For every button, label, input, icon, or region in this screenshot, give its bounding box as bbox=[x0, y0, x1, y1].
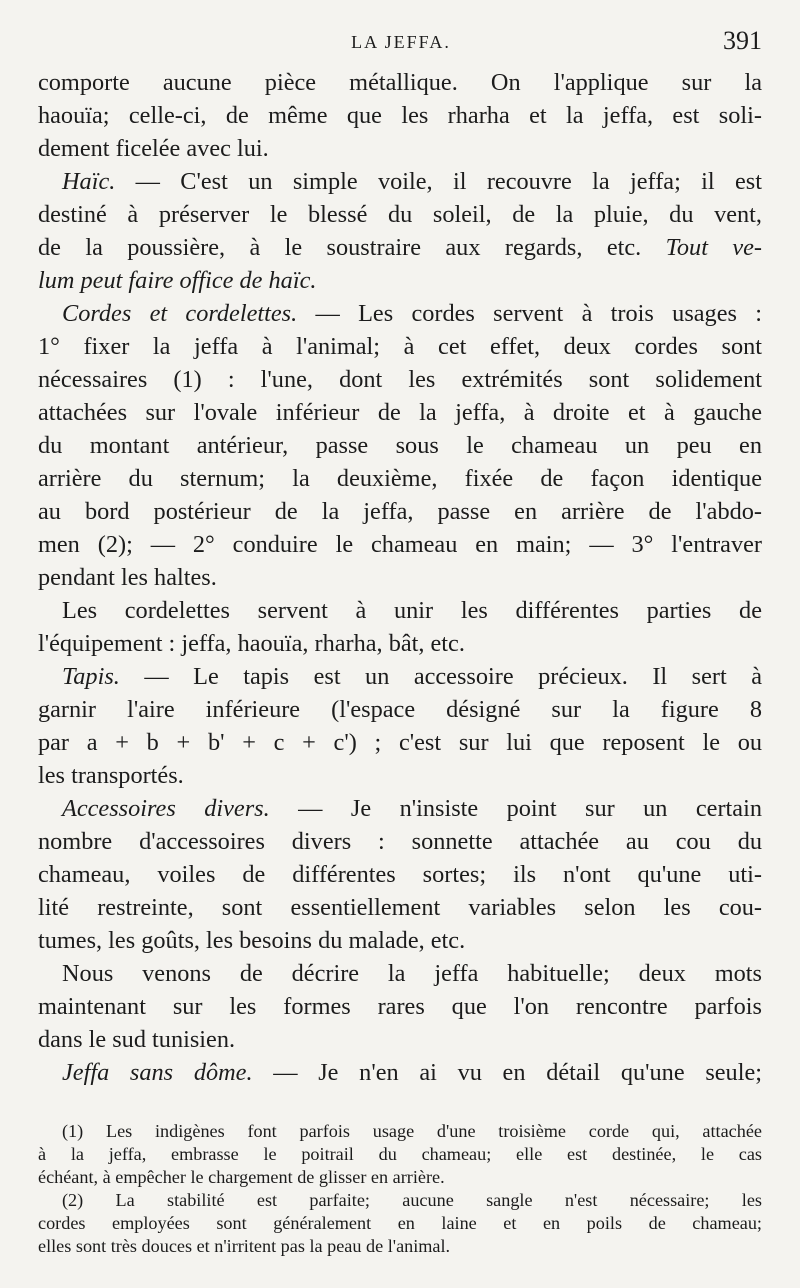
text-line: comporte aucune pièce métallique. On l'applique sur la bbox=[38, 69, 762, 96]
text-line: lité restreinte, sont essentiellement variables selon les cou- bbox=[38, 894, 762, 921]
running-head bbox=[40, 24, 762, 64]
text-line: de la poussière, à le soustraire aux regards, etc. Tout ve- bbox=[38, 234, 762, 261]
text-line: Les cordelettes servent à unir les différentes parties de bbox=[62, 597, 762, 624]
text-line bbox=[38, 264, 762, 297]
page-number: 391 bbox=[723, 26, 762, 55]
text-line: du montant antérieur, passe sous le chameau un peu en bbox=[38, 432, 762, 459]
text-line: dement ficelée avec lui. bbox=[38, 135, 269, 162]
italic-phrase: Cordes et cordelettes. bbox=[62, 300, 298, 327]
text-line: Accessoires divers. — Je n'insiste point sur un certain bbox=[62, 795, 762, 822]
text-line: au bord postérieur de la jeffa, passe en arrière de l'abdo- bbox=[38, 498, 762, 525]
footnotes bbox=[38, 1120, 762, 1258]
text-line: Tapis. — Le tapis est un accessoire précieux. Il sert à bbox=[62, 663, 762, 690]
text-line: men (2); — 2° conduire le chameau en main; — 3° l'entraver bbox=[38, 531, 762, 558]
text-line: 1° fixer la jeffa à l'animal; à cet effet, deux cordes sont bbox=[38, 333, 762, 360]
italic-phrase: Tout ve- bbox=[665, 234, 762, 261]
text-line: Cordes et cordelettes. — Les cordes servent à trois usages : bbox=[62, 300, 762, 327]
footnote-line: à la jeffa, embrasse le poitrail du chameau; elle est destinée, le cas bbox=[38, 1144, 762, 1164]
italic-phrase: Jeffa sans dôme. bbox=[62, 1059, 253, 1086]
italic-phrase: Haïc. bbox=[62, 168, 116, 195]
text-line: attachées sur l'ovale inférieur de la jeffa, à droite et à gauche bbox=[38, 399, 762, 426]
footnote-line: échéant, à empêcher le chargement de glisser en arrière. bbox=[38, 1167, 445, 1187]
text-line: maintenant sur les formes rares que l'on rencontre parfois bbox=[38, 993, 762, 1020]
text-line: chameau, voiles de différentes sortes; ils n'ont qu'une uti- bbox=[38, 861, 762, 888]
text-line: nécessaires (1) : l'une, dont les extrémités sont solidement bbox=[38, 366, 762, 393]
body-text bbox=[38, 66, 762, 1089]
footnote-line: elles sont très douces et n'irritent pas la peau de l'animal. bbox=[38, 1236, 451, 1256]
italic-phrase: lum peut faire office de haïc. bbox=[38, 267, 317, 294]
text-line: tumes, les goûts, les besoins du malade, etc. bbox=[38, 927, 466, 954]
footnote-line: cordes employées sont généralement en laine et en poils de chameau; bbox=[38, 1213, 762, 1233]
text-line: haouïa; celle-ci, de même que les rharha et la jeffa, est soli- bbox=[38, 102, 762, 129]
footnote-line: (2) La stabilité est parfaite; aucune sangle n'est nécessaire; les bbox=[62, 1190, 762, 1210]
footnote-line: (1) Les indigènes font parfois usage d'une troisième corde qui, attachée bbox=[62, 1121, 762, 1141]
italic-phrase: Tapis. bbox=[62, 663, 120, 690]
text-line: garnir l'aire inférieure (l'espace désigné sur la figure 8 bbox=[38, 696, 762, 723]
text-line: par a + b + b' + c + c') ; c'est sur lui que reposent le ou bbox=[38, 729, 762, 756]
running-title: LA JEFFA. bbox=[351, 32, 451, 52]
text-line: dans le sud tunisien. bbox=[38, 1026, 236, 1053]
text-line: arrière du sternum; la deuxième, fixée de façon identique bbox=[38, 465, 762, 492]
text-line: destiné à préserver le blessé du soleil, de la pluie, du vent, bbox=[38, 201, 762, 228]
italic-phrase: Accessoires divers. bbox=[62, 795, 270, 822]
text-line: l'équipement : jeffa, haouïa, rharha, bât, etc. bbox=[38, 630, 465, 657]
text-line: Jeffa sans dôme. — Je n'en ai vu en détail qu'une seule; bbox=[62, 1059, 762, 1086]
text-line: Nous venons de décrire la jeffa habituelle; deux mots bbox=[62, 960, 762, 987]
text-line: Haïc. — C'est un simple voile, il recouvre la jeffa; il est bbox=[62, 168, 762, 195]
text-line: pendant les haltes. bbox=[38, 564, 217, 591]
text-line: nombre d'accessoires divers : sonnette attachée au cou du bbox=[38, 828, 762, 855]
text-line: les transportés. bbox=[38, 762, 184, 789]
